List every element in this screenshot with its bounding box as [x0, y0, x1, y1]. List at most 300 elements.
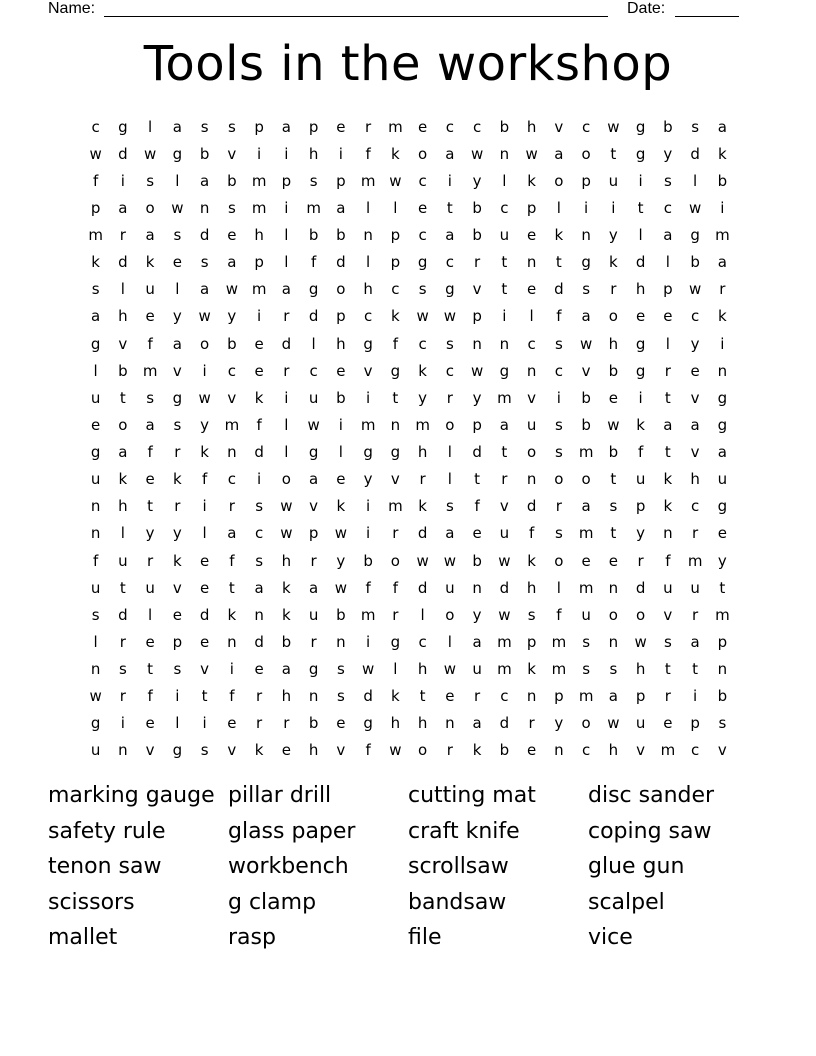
page-title: Tools in the workshop — [143, 36, 673, 92]
grid-letter: a — [472, 632, 482, 651]
grid-letter: e — [636, 307, 646, 326]
grid-letter: v — [309, 497, 319, 516]
grid-letter: f — [637, 443, 644, 462]
word-list-item: glass paper — [228, 818, 356, 844]
grid-letter: b — [363, 551, 373, 570]
grid-letter: v — [227, 144, 237, 163]
grid-letter: w — [307, 415, 320, 434]
grid-letter: i — [366, 497, 371, 516]
grid-letter: r — [119, 226, 126, 245]
grid-letter: u — [445, 578, 455, 597]
grid-letter: i — [447, 171, 452, 190]
grid-letter: w — [607, 714, 620, 733]
grid-letter: c — [582, 117, 591, 136]
grid-letter: p — [254, 253, 264, 272]
grid-letter: w — [198, 388, 211, 407]
grid-letter: n — [472, 334, 482, 353]
grid-letter: r — [310, 632, 317, 651]
grid-letter: m — [88, 226, 103, 245]
grid-letter: m — [415, 415, 430, 434]
grid-letter: i — [284, 144, 289, 163]
grid-letter: a — [145, 415, 155, 434]
grid-letter: o — [200, 334, 210, 353]
grid-letter: w — [525, 144, 538, 163]
grid-letter: s — [609, 660, 618, 679]
grid-letter: i — [584, 198, 589, 217]
grid-letter: l — [693, 171, 698, 190]
grid-letter: a — [200, 280, 210, 299]
grid-letter: o — [336, 280, 346, 299]
grid-letter: f — [556, 605, 562, 624]
grid-letter: v — [663, 605, 673, 624]
grid-letter: f — [147, 443, 153, 462]
grid-letter: v — [499, 497, 509, 516]
grid-letter: p — [581, 171, 591, 190]
grid-letter: c — [255, 524, 264, 543]
grid-letter: k — [145, 253, 155, 272]
grid-letter: a — [227, 524, 237, 543]
grid-letter: u — [581, 605, 591, 624]
grid-letter: g — [717, 415, 728, 434]
grid-letter: o — [418, 741, 428, 760]
grid-letter: b — [499, 117, 510, 136]
grid-letter: p — [690, 714, 700, 733]
grid-letter: u — [90, 470, 101, 489]
grid-letter: n — [90, 524, 101, 543]
grid-letter: n — [199, 198, 210, 217]
grid-letter: b — [499, 741, 510, 760]
grid-letter: f — [665, 551, 671, 570]
grid-letter: b — [199, 144, 210, 163]
grid-letter: a — [717, 253, 727, 272]
grid-letter: l — [284, 226, 289, 245]
grid-letter: t — [501, 443, 508, 462]
grid-letter: s — [691, 117, 700, 136]
grid-letter: v — [172, 361, 182, 380]
grid-letter: r — [147, 551, 154, 570]
grid-letter: k — [173, 470, 182, 489]
grid-letter: b — [227, 334, 237, 353]
grid-letter: w — [470, 361, 484, 380]
grid-letter: f — [365, 741, 371, 760]
grid-letter: r — [283, 361, 290, 380]
name-blank-line — [104, 16, 608, 17]
word-list-item: mallet — [48, 925, 118, 950]
grid-letter: b — [663, 117, 673, 136]
grid-letter: i — [720, 334, 725, 353]
grid-letter: r — [664, 687, 671, 706]
grid-letter: b — [717, 171, 728, 190]
grid-letter: m — [715, 605, 730, 624]
grid-letter: a — [172, 117, 182, 136]
grid-letter: u — [90, 578, 101, 597]
grid-row — [82, 466, 736, 493]
grid-letter: l — [148, 605, 153, 624]
grid-letter: y — [663, 144, 673, 163]
grid-letter: d — [417, 524, 428, 543]
grid-letter: t — [147, 660, 154, 679]
word-list-item: bandsaw — [408, 889, 507, 915]
grid-letter: a — [309, 470, 319, 489]
grid-letter: b — [581, 415, 591, 434]
grid-letter: o — [581, 470, 591, 489]
grid-letter: c — [391, 280, 400, 299]
grid-letter: f — [92, 171, 99, 190]
grid-letter: r — [446, 741, 453, 760]
grid-letter: w — [389, 741, 402, 760]
grid-letter: v — [390, 470, 400, 489]
grid-letter: w — [280, 524, 293, 543]
grid-letter: u — [499, 524, 510, 543]
grid-letter: a — [554, 144, 564, 163]
grid-letter: c — [663, 198, 672, 217]
grid-letter: n — [227, 443, 237, 462]
grid-letter: l — [447, 470, 452, 489]
grid-letter: g — [363, 714, 373, 733]
grid-letter: d — [118, 144, 128, 163]
grid-letter: a — [118, 198, 128, 217]
grid-letter: p — [336, 307, 346, 326]
grid-letter: p — [90, 198, 101, 217]
grid-letter: v — [172, 578, 182, 597]
grid-letter: m — [660, 741, 676, 760]
grid-letter: w — [607, 415, 620, 434]
grid-letter: r — [474, 253, 481, 272]
grid-letter: i — [693, 687, 698, 706]
grid-letter: k — [336, 497, 346, 516]
grid-letter: g — [172, 144, 183, 163]
grid-letter: e — [91, 415, 101, 434]
date-blank-line — [675, 16, 739, 17]
grid-letter: n — [472, 578, 482, 597]
grid-letter: y — [472, 605, 482, 624]
grid-letter: a — [445, 144, 455, 163]
grid-letter: k — [554, 226, 564, 245]
grid-letter: f — [365, 144, 371, 163]
grid-letter: b — [608, 361, 619, 380]
grid-letter: k — [200, 443, 209, 462]
grid-letter: a — [717, 443, 727, 462]
grid-row — [82, 194, 736, 221]
grid-letter: l — [284, 253, 289, 272]
grid-letter: r — [692, 524, 699, 543]
word-list — [48, 780, 788, 958]
grid-letter: r — [283, 307, 290, 326]
grid-letter: s — [146, 171, 155, 190]
grid-letter: c — [554, 361, 563, 380]
grid-letter: r — [392, 524, 399, 543]
grid-letter: k — [609, 253, 618, 272]
grid-letter: g — [90, 443, 101, 462]
grid-letter: m — [388, 497, 403, 516]
grid-letter: y — [200, 415, 210, 434]
grid-letter: h — [690, 470, 700, 489]
grid-letter: c — [691, 307, 700, 326]
grid-letter: s — [91, 605, 100, 624]
grid-letter: m — [497, 632, 512, 651]
grid-letter: f — [528, 524, 535, 543]
grid-letter: r — [555, 497, 562, 516]
grid-letter: m — [551, 660, 567, 679]
grid-letter: v — [118, 334, 128, 353]
grid-letter: l — [502, 171, 507, 190]
grid-row — [82, 357, 736, 384]
grid-letter: l — [447, 443, 452, 462]
word-list-item: glue gun — [588, 854, 685, 879]
grid-letter: h — [118, 497, 128, 516]
grid-letter: m — [497, 660, 512, 679]
grid-letter: a — [281, 280, 291, 299]
grid-letter: l — [175, 171, 180, 190]
grid-letter: s — [663, 171, 672, 190]
grid-letter: c — [227, 470, 236, 489]
grid-letter: u — [90, 741, 101, 760]
grid-letter: s — [554, 334, 563, 353]
grid-letter: l — [366, 198, 371, 217]
grid-letter: e — [200, 578, 210, 597]
grid-letter: a — [663, 415, 673, 434]
grid-letter: b — [472, 226, 482, 245]
word-list-item: g clamp — [228, 889, 317, 915]
grid-letter: f — [365, 578, 371, 597]
grid-letter: e — [254, 660, 264, 679]
grid-letter: a — [200, 171, 210, 190]
grid-letter: i — [366, 388, 371, 407]
grid-letter: a — [445, 226, 455, 245]
grid-letter: l — [338, 443, 343, 462]
grid-letter: b — [336, 605, 346, 624]
grid-letter: n — [608, 578, 619, 597]
grid-letter: s — [227, 117, 236, 136]
grid-letter: n — [118, 741, 128, 760]
grid-letter: s — [582, 280, 591, 299]
grid-letter: g — [308, 280, 319, 299]
grid-letter: l — [420, 605, 425, 624]
grid-letter: p — [663, 280, 673, 299]
grid-letter: b — [336, 226, 346, 245]
grid-letter: t — [719, 578, 726, 597]
grid-letter: i — [120, 714, 125, 733]
grid-row — [82, 574, 736, 601]
grid-letter: g — [390, 443, 401, 462]
grid-letter: n — [90, 660, 101, 679]
grid-letter: i — [720, 198, 725, 217]
grid-row — [82, 547, 736, 574]
grid-letter: a — [254, 578, 264, 597]
grid-letter: e — [336, 470, 346, 489]
grid-letter: v — [717, 741, 727, 760]
grid-letter: c — [309, 361, 318, 380]
grid-letter: s — [173, 660, 182, 679]
grid-letter: u — [608, 171, 619, 190]
grid-letter: m — [251, 198, 267, 217]
grid-letter: y — [717, 551, 727, 570]
grid-letter: v — [200, 660, 210, 679]
grid-letter: p — [336, 171, 346, 190]
grid-letter: e — [445, 687, 455, 706]
grid-letter: a — [445, 524, 455, 543]
grid-letter: l — [120, 524, 125, 543]
grid-letter: f — [92, 551, 99, 570]
word-list-item: cutting mat — [408, 783, 536, 808]
grid-letter: l — [175, 280, 180, 299]
grid-letter: k — [663, 470, 673, 489]
grid-letter: k — [472, 741, 482, 760]
grid-letter: c — [418, 171, 427, 190]
grid-letter: k — [254, 388, 264, 407]
grid-letter: k — [636, 415, 645, 434]
word-list-item: scrollsaw — [408, 854, 509, 879]
grid-letter: k — [227, 605, 237, 624]
grid-letter: m — [578, 578, 594, 597]
grid-letter: d — [199, 226, 210, 245]
grid-letter: d — [118, 605, 128, 624]
grid-letter: p — [472, 307, 482, 326]
grid-letter: l — [665, 334, 670, 353]
grid-letter: m — [224, 415, 240, 434]
grid-letter: a — [145, 226, 155, 245]
grid-letter: h — [281, 687, 292, 706]
grid-letter: t — [119, 578, 126, 597]
grid-letter: i — [556, 388, 561, 407]
grid-letter: y — [608, 226, 618, 245]
grid-row — [82, 601, 736, 628]
grid-letter: h — [417, 660, 428, 679]
name-label: Name: — [48, 0, 96, 17]
grid-letter: m — [578, 443, 594, 462]
grid-letter: a — [118, 443, 128, 462]
grid-letter: y — [472, 171, 482, 190]
grid-letter: v — [554, 117, 564, 136]
grid-row — [82, 439, 736, 466]
word-list-item: craft knife — [408, 818, 520, 844]
grid-letter: a — [499, 415, 509, 434]
grid-letter: c — [445, 117, 454, 136]
grid-letter: k — [282, 605, 291, 624]
grid-letter: e — [254, 361, 264, 380]
grid-letter: a — [281, 660, 291, 679]
grid-letter: e — [663, 714, 673, 733]
grid-letter: k — [254, 741, 264, 760]
grid-letter: s — [336, 660, 345, 679]
grid-letter: m — [497, 388, 512, 407]
grid-letter: n — [717, 361, 728, 380]
grid-letter: k — [527, 171, 536, 190]
grid-letter: c — [227, 361, 236, 380]
grid-letter: d — [554, 280, 564, 299]
grid-letter: m — [687, 551, 703, 570]
grid-letter: c — [91, 117, 100, 136]
grid-letter: c — [691, 741, 700, 760]
grid-letter: v — [690, 388, 700, 407]
grid-letter: n — [608, 632, 619, 651]
grid-letter: k — [527, 551, 536, 570]
grid-letter: p — [281, 171, 292, 190]
grid-letter: s — [173, 415, 182, 434]
word-list-item: pillar drill — [228, 783, 332, 808]
grid-letter: h — [417, 443, 428, 462]
grid-letter: e — [418, 117, 428, 136]
grid-letter: e — [172, 253, 182, 272]
grid-letter: i — [366, 632, 371, 651]
grid-row — [82, 493, 736, 520]
grid-letter: a — [172, 334, 182, 353]
grid-letter: o — [118, 415, 128, 434]
grid-letter: l — [529, 307, 534, 326]
grid-letter: b — [227, 171, 237, 190]
grid-letter: y — [418, 388, 428, 407]
grid-letter: n — [499, 334, 510, 353]
grid-letter: l — [393, 660, 398, 679]
grid-letter: w — [171, 198, 184, 217]
grid-letter: e — [690, 361, 700, 380]
grid-letter: i — [284, 388, 289, 407]
grid-row — [82, 384, 736, 411]
grid-letter: w — [607, 117, 620, 136]
grid-letter: s — [418, 280, 427, 299]
grid-row — [82, 140, 736, 167]
grid-letter: w — [498, 605, 511, 624]
word-list-item: disc sander — [588, 783, 715, 808]
grid-letter: o — [418, 144, 428, 163]
grid-letter: d — [199, 605, 210, 624]
grid-letter: p — [308, 117, 319, 136]
grid-letter: e — [227, 714, 237, 733]
grid-letter: m — [360, 605, 376, 624]
grid-letter: v — [472, 280, 482, 299]
word-list-item: rasp — [228, 925, 276, 950]
grid-letter: l — [556, 198, 561, 217]
grid-letter: s — [118, 660, 127, 679]
grid-letter: k — [173, 551, 182, 570]
grid-letter: n — [336, 632, 346, 651]
grid-letter: g — [635, 117, 646, 136]
grid-letter: g — [172, 388, 183, 407]
grid-letter: c — [364, 307, 373, 326]
grid-letter: i — [338, 144, 343, 163]
grid-letter: e — [527, 226, 537, 245]
grid-letter: u — [90, 388, 101, 407]
grid-letter: u — [472, 660, 482, 679]
worksheet-header — [0, 0, 816, 20]
grid-letter: g — [635, 361, 646, 380]
grid-letter: d — [281, 334, 292, 353]
grid-row — [82, 520, 736, 547]
grid-letter: d — [526, 497, 537, 516]
grid-letter: r — [610, 280, 617, 299]
grid-letter: y — [554, 714, 564, 733]
grid-letter: w — [334, 578, 348, 597]
grid-letter: o — [554, 470, 564, 489]
grid-letter: v — [336, 741, 346, 760]
grid-letter: i — [229, 660, 234, 679]
grid-letter: c — [500, 198, 509, 217]
grid-letter: d — [499, 714, 510, 733]
grid-letter: s — [173, 226, 182, 245]
grid-letter: g — [363, 443, 373, 462]
grid-letter: s — [255, 497, 264, 516]
grid-letter: m — [142, 361, 158, 380]
grid-letter: l — [393, 198, 398, 217]
grid-letter: w — [225, 280, 239, 299]
grid-letter: k — [418, 497, 427, 516]
grid-letter: g — [308, 660, 319, 679]
grid-letter: s — [663, 632, 672, 651]
grid-letter: s — [200, 741, 209, 760]
grid-letter: e — [418, 198, 428, 217]
grid-letter: g — [308, 443, 319, 462]
grid-letter: e — [145, 632, 155, 651]
